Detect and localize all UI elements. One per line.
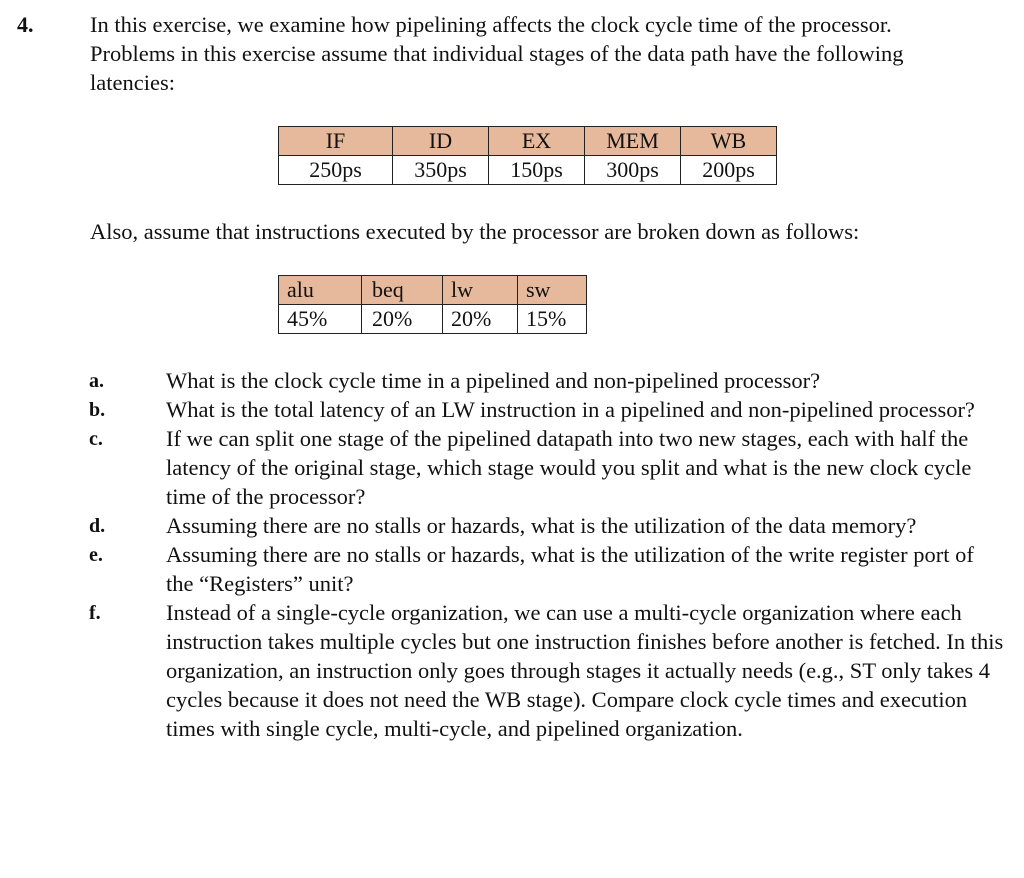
latency-header-cell: EX <box>489 127 585 156</box>
sub-question-letter: d. <box>89 515 106 537</box>
instruction-mix-intro: Also, assume that instructions executed by the processor are broken down as follows: <box>90 219 860 244</box>
sub-question-d <box>0 511 1024 540</box>
latency-value-row <box>279 156 777 185</box>
mix-header-cell: lw <box>443 276 518 305</box>
mix-value-cell: 20% <box>443 305 518 334</box>
mix-header-cell: alu <box>279 276 362 305</box>
mix-value-row <box>279 305 587 334</box>
mix-value-cell: 15% <box>518 305 587 334</box>
sub-question-e <box>0 540 1024 598</box>
latency-value-cell: 150ps <box>489 156 585 185</box>
sub-question-text: What is the total latency of an LW instruction in a pipelined and non-pipelined processor? <box>166 397 975 422</box>
latency-header-cell: WB <box>681 127 777 156</box>
sub-question-text: If we can split one stage of the pipelined datapath into two new stages, each with half the latency of the original stage, which stage would you split and what is the new clock cycle time of the processor? <box>166 426 972 509</box>
sub-question-text: Assuming there are no stalls or hazards, what is the utilization of the data memory? <box>166 513 917 538</box>
sub-question-a <box>0 366 1024 395</box>
sub-question-text: Instead of a single-cycle organization, we can use a multi-cycle organization where each instruction takes multiple cycles but one instruction finishes before another is fetched. In this organization, an instruction only goes through stages it actually needs (e.g., ST only takes 4 cycles because it does not need the WB stage). Compare clock cycle times and execution times with single cycle, multi-cycle, and pipelined organization. <box>166 600 1004 741</box>
latency-header-cell: ID <box>393 127 489 156</box>
sub-question-letter: b. <box>89 399 106 421</box>
latency-value-cell: 200ps <box>681 156 777 185</box>
latency-value-cell: 300ps <box>585 156 681 185</box>
latency-header-cell: IF <box>279 127 393 156</box>
mix-value-cell: 20% <box>362 305 443 334</box>
mix-value-cell: 45% <box>279 305 362 334</box>
sub-question-letter: f. <box>89 602 101 624</box>
sub-question-text: Assuming there are no stalls or hazards, what is the utilization of the write register port of the “Registers” unit? <box>166 542 974 596</box>
instruction-mix-table <box>278 275 587 334</box>
latency-value-cell: 350ps <box>393 156 489 185</box>
sub-question-letter: e. <box>89 544 103 566</box>
stage-latency-table <box>278 126 777 185</box>
sub-question-c <box>0 424 1024 511</box>
sub-question-letter: a. <box>89 370 104 392</box>
mix-header-row <box>279 276 587 305</box>
mix-header-cell: sw <box>518 276 587 305</box>
mix-header-cell: beq <box>362 276 443 305</box>
latency-header-row <box>279 127 777 156</box>
question-number: 4. <box>17 12 34 37</box>
sub-question-letter: c. <box>89 428 103 450</box>
intro-paragraph: In this exercise, we examine how pipelining affects the clock cycle time of the processor. Problems in this exercise assume that individual stages of the data path have the following latencies: <box>90 12 904 95</box>
sub-question-b <box>0 395 1024 424</box>
sub-question-f <box>0 598 1024 743</box>
sub-question-text: What is the clock cycle time in a pipelined and non-pipelined processor? <box>166 368 821 393</box>
sub-question-list <box>0 366 1024 743</box>
latency-value-cell: 250ps <box>279 156 393 185</box>
latency-header-cell: MEM <box>585 127 681 156</box>
